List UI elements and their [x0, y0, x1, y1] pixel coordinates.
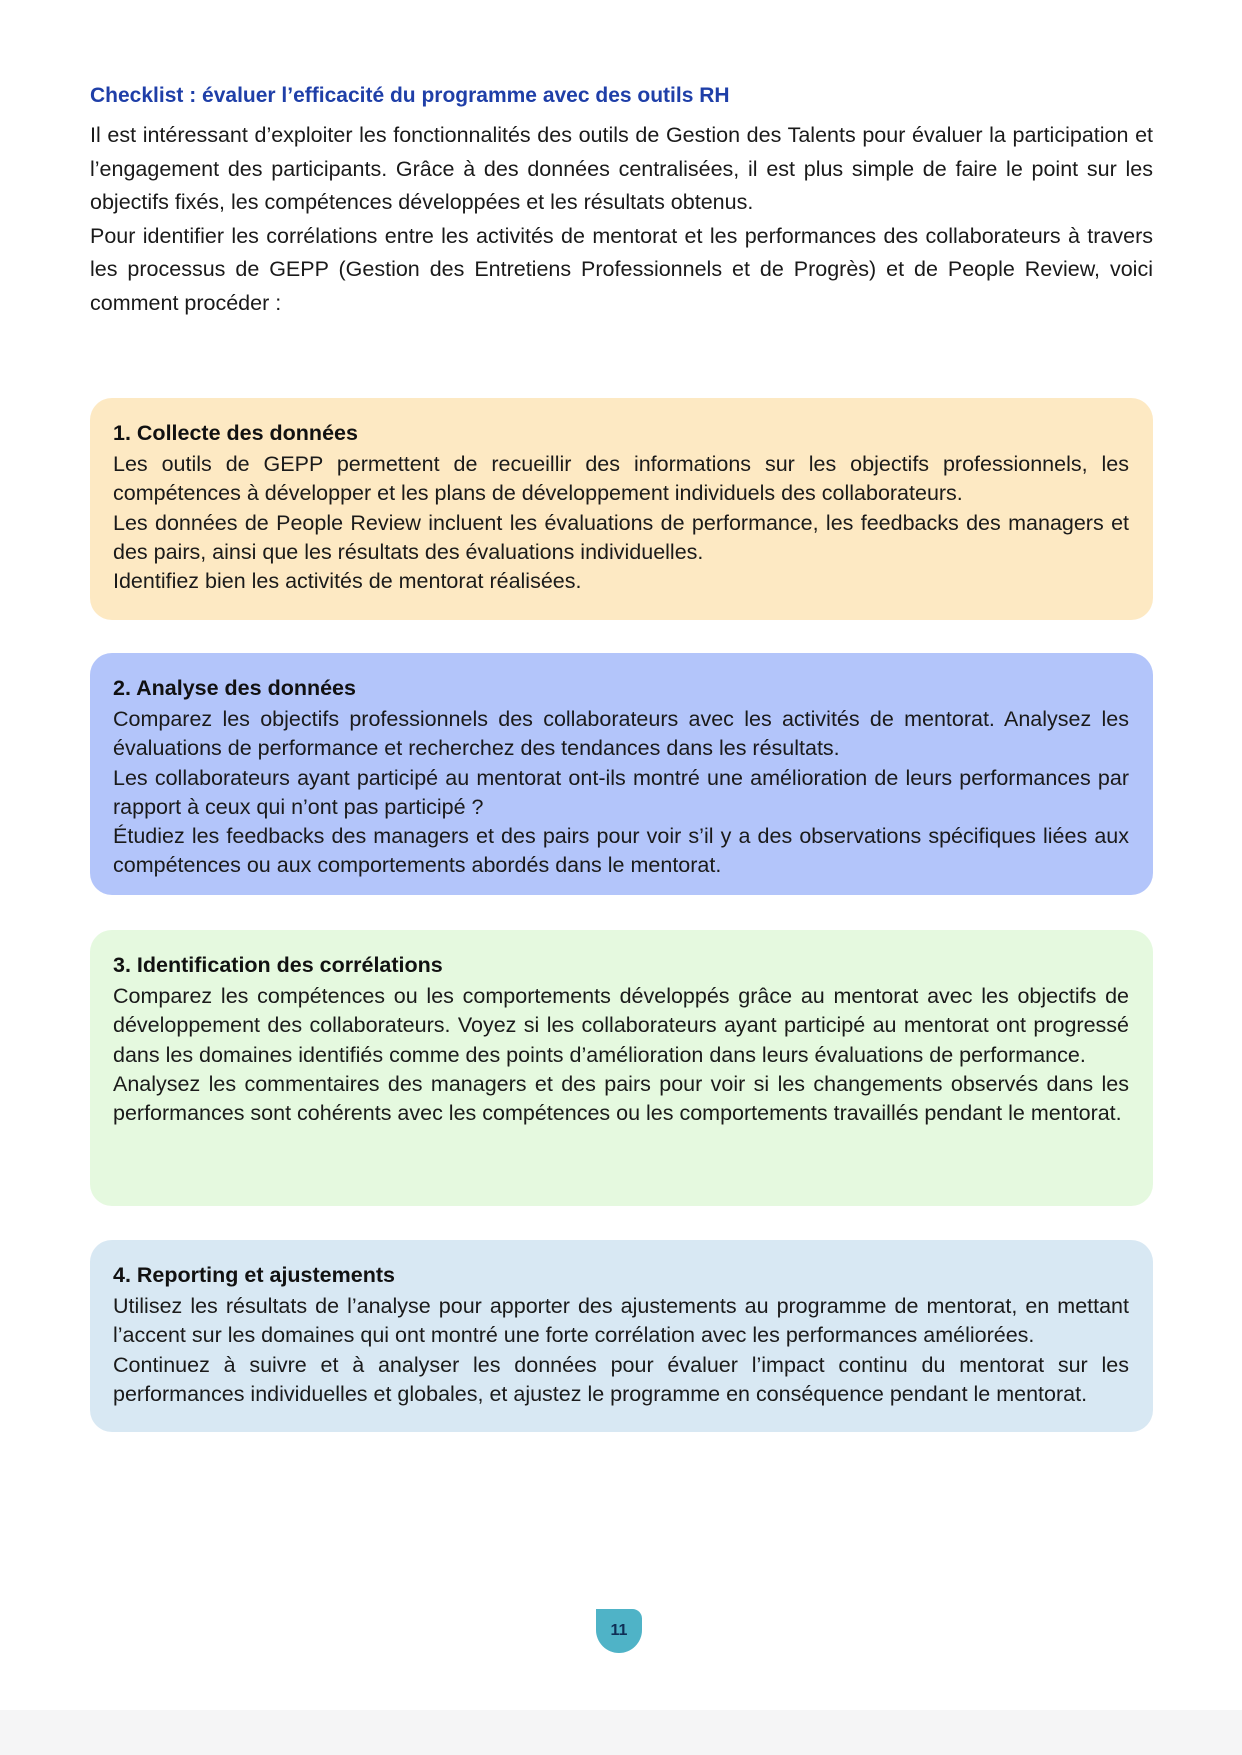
section-paragraph: Continuez à suivre et à analyser les données pour évaluer l’impact continu du mentorat sur les performances individuelles et globales, et ajustez le programme en conséquence pendant le mentorat. [113, 1352, 1129, 1406]
section-identification [90, 930, 1153, 1206]
section-title: 4. Reporting et ajustements [113, 1263, 395, 1287]
bottom-band [0, 1710, 1242, 1755]
page-number: 11 [610, 1622, 628, 1639]
intro-text [90, 119, 1153, 320]
intro-paragraph: Pour identifier les corrélations entre les activités de mentorat et les performances des collaborateurs à travers les processus de GEPP (Gestion des Entretiens Professionnels et de Progrès) et de People Review, voici comment procéder : [90, 223, 1153, 315]
section-title: 3. Identification des corrélations [113, 953, 443, 977]
section-collecte [90, 398, 1153, 620]
page-heading: Checklist : évaluer l’efficacité du programme avec des outils RH [90, 84, 730, 107]
section-title: 2. Analyse des données [113, 676, 356, 700]
section-paragraph: Les outils de GEPP permettent de recueillir des informations sur les objectifs professionnels, les compétences à développer et les plans de développement individuels des collaborateurs. [113, 452, 1129, 506]
section-title: 1. Collecte des données [113, 421, 358, 445]
section-analyse [90, 653, 1153, 895]
section-reporting [90, 1240, 1153, 1432]
section-paragraph: Utilisez les résultats de l’analyse pour apporter des ajustements au programme de mentorat, en mettant l’accent sur les domaines qui ont montré une forte corrélation avec les performances améliorées. [113, 1294, 1129, 1348]
section-paragraph: Identifiez bien les activités de mentorat réalisées. [113, 569, 582, 594]
section-paragraph: Les collaborateurs ayant participé au mentorat ont-ils montré une amélioration de leurs performances par rapport à ceux qui n’ont pas participé ? [113, 765, 1129, 819]
intro-paragraph: Il est intéressant d’exploiter les fonctionnalités des outils de Gestion des Talents pour évaluer la participation et l’engagement des participants. Grâce à des données centralisées, il est plus simple de faire le point sur les objectifs fixés, les compétences développées et les résultats obtenus. [90, 123, 1153, 214]
page-number-badge [596, 1609, 642, 1653]
section-paragraph: Comparez les compétences ou les comportements développés grâce au mentorat avec les objectifs de développement des collaborateurs. Voyez si les collaborateurs ayant participé au mentorat ont progressé dans les domaines identifiés comme des points d’amélioration dans leurs évaluations de performance. [113, 984, 1129, 1067]
section-paragraph: Analysez les commentaires des managers et des pairs pour voir si les changements observés dans les performances sont cohérents avec les compétences ou les comportements travaillés pendant le mentorat. [113, 1071, 1129, 1126]
section-paragraph: Les données de People Review incluent les évaluations de performance, les feedbacks des managers et des pairs, ainsi que les résultats des évaluations individuelles. [113, 510, 1129, 564]
section-paragraph: Comparez les objectifs professionnels des collaborateurs avec les activités de mentorat. Analysez les évaluations de performance et recherchez des tendances dans les résultats. [113, 707, 1129, 761]
section-paragraph: Étudiez les feedbacks des managers et des pairs pour voir s’il y a des observations spécifiques liées aux compétences ou aux comportements abordés dans le mentorat. [113, 824, 1129, 878]
